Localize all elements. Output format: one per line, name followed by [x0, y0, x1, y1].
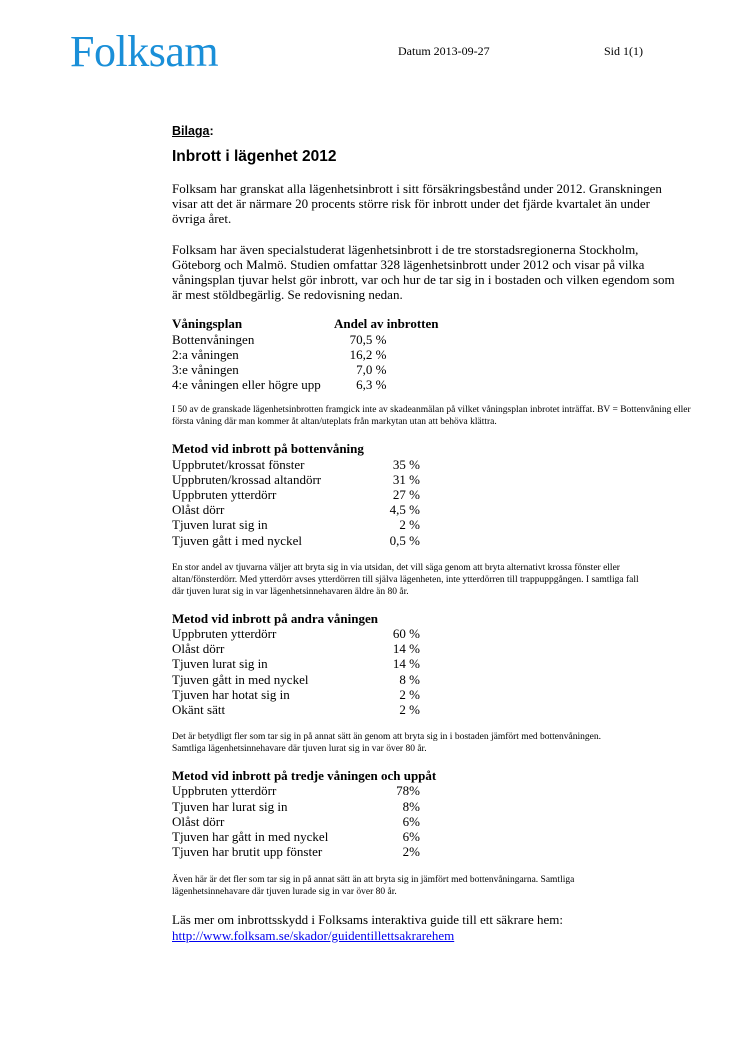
row-label: Tjuven lurat sig in: [172, 656, 268, 672]
row-label: Uppbruten ytterdörr: [172, 626, 277, 642]
row-value: 27 %: [392, 487, 420, 503]
floor-note: I 50 av de granskade lägenhetsinbrotten framgick inte av skadeanmälan på vilket våningsplan inbrotet inträffat. BV = Bottenvåning eller första våning där man kommer åt altan/uteplats från markytan utan att behöva klättra.: [172, 405, 691, 428]
table-row: [172, 472, 420, 487]
third-method-note: Även här är det fler som tar sig in på annat sätt än att bryta sig in jämfört med bottenvåningarna. Samtliga lägenhetsinnehavare där tjuven lurade sig in var över 80 år.: [172, 874, 575, 897]
row-value: 2 %: [399, 517, 420, 533]
document-body: [172, 124, 692, 945]
row-value: 14 %: [392, 656, 420, 672]
row-value: 7,0 %: [356, 362, 387, 378]
page-number: Sid 1(1): [604, 44, 643, 58]
table-row: [172, 517, 420, 532]
other-method-heading: Metod vid inbrott på andra våningen: [172, 610, 378, 626]
other-method-table: [172, 626, 420, 717]
third-method-table: [172, 783, 420, 859]
floor-table-header: [172, 316, 439, 331]
row-value: 70,5 %: [349, 331, 387, 347]
row-label: Olåst dörr: [172, 502, 225, 518]
intro-paragraph: Folksam har granskat alla lägenhetsinbrott i sitt försäkringsbestånd under 2012. Granskningen visar att det är närmare 20 procents större risk för inbrott under det fjärde kvartalet än under övriga året.: [172, 181, 662, 227]
row-label: Olåst dörr: [172, 813, 225, 829]
row-value: 2 %: [399, 702, 420, 718]
row-value: 2%: [402, 844, 420, 860]
row-label: Okänt sätt: [172, 702, 226, 718]
table-row: [172, 783, 420, 798]
row-value: 6%: [402, 813, 420, 829]
document-date: Datum 2013-09-27: [398, 44, 490, 58]
folksam-logo: Folksam: [70, 27, 219, 76]
row-label: Uppbruten/krossad altandörr: [172, 471, 322, 487]
document-title: Inbrott i lägenhet 2012: [172, 148, 337, 165]
table-row: [172, 844, 420, 859]
ground-method-heading: Metod vid inbrott på bottenvåning: [172, 441, 364, 457]
row-label: Tjuven har brutit upp fönster: [172, 844, 323, 860]
row-value: 4,5 %: [389, 502, 420, 518]
table-row: [172, 377, 439, 392]
table-row: [172, 799, 420, 814]
row-value: 78%: [396, 783, 420, 799]
table-row: [172, 672, 420, 687]
table-row: [172, 347, 439, 362]
row-value: 60 %: [392, 626, 420, 642]
row-value: 8 %: [399, 671, 420, 687]
row-label: Uppbrutet/krossat fönster: [172, 456, 305, 472]
row-label: Uppbruten ytterdörr: [172, 487, 277, 503]
row-value: 6,3 %: [356, 377, 387, 393]
floor-col-header: Våningsplan: [172, 316, 243, 332]
row-label: 3:e våningen: [172, 362, 239, 378]
table-row: [172, 362, 439, 377]
table-row: [172, 814, 420, 829]
footer-text: Läs mer om inbrottsskydd i Folksams interaktiva guide till ett säkrare hem:: [172, 911, 564, 927]
appendix-label-colon: :: [209, 124, 214, 138]
row-label: Tjuven gått i med nyckel: [172, 532, 302, 548]
guide-link[interactable]: http://www.folksam.se/skador/guidentillettsakrarehem: [172, 927, 455, 943]
table-row: [172, 702, 420, 717]
appendix-label: [172, 124, 692, 138]
row-label: Tjuven lurat sig in: [172, 517, 268, 533]
row-label: 4:e våningen eller högre upp: [172, 377, 321, 393]
row-label: Tjuven har hotat sig in: [172, 686, 290, 702]
table-row: [172, 332, 439, 347]
row-value: 8%: [402, 798, 420, 814]
table-row: [172, 457, 420, 472]
row-value: 6%: [402, 829, 420, 845]
share-col-header: Andel av inbrotten: [334, 316, 439, 332]
row-label: Tjuven har gått in med nyckel: [172, 829, 329, 845]
table-row: [172, 502, 420, 517]
row-value: 2 %: [399, 686, 420, 702]
table-row: [172, 641, 420, 656]
table-row: [172, 829, 420, 844]
table-row: [172, 626, 420, 641]
ground-method-note: En stor andel av tjuvarna väljer att bryta sig in via utsidan, det vill säga genom att bryta alternativt krossa fönster eller altan/fönsterdörr. Med ytterdörr avses ytterdörren till själva lägenheten, inte ytterdörren till trappuppgången. I samtliga fall där tjuven lurat sig in var lägenhetsinnehavaren äldre än 80 år.: [172, 562, 639, 597]
appendix-label-text: Bilaga: [172, 124, 210, 138]
row-label: Olåst dörr: [172, 641, 225, 657]
row-value: 14 %: [392, 641, 420, 657]
table-row: [172, 656, 420, 671]
study-paragraph: Folksam har även specialstuderat lägenhetsinbrott i de tre storstadsregionerna Stockholm, Göteborg och Malmö. Studien omfattar 328 lägenhetsinbrott under 2012 och visar på vilka våningsplan tjuvar helst gör inbrott, var och hur de tar sig in i bostaden och vilken egendom som är mest stöldbegärlig. Se redovisning nedan.: [172, 241, 675, 303]
row-label: Tjuven gått in med nyckel: [172, 671, 309, 687]
floor-table: [172, 316, 439, 392]
row-value: 35 %: [392, 456, 420, 472]
row-label: 2:a våningen: [172, 346, 239, 362]
table-row: [172, 487, 420, 502]
other-method-note: Det är betydligt fler som tar sig in på annat sätt än genom att bryta sig in i bostaden jämfört med bottenvåningen. Samtliga lägenhetsinnehavare där tjuven lurat sig in var över 80 år.: [172, 732, 601, 755]
row-value: 0,5 %: [389, 532, 420, 548]
row-value: 16,2 %: [349, 346, 387, 362]
third-method-heading: Metod vid inbrott på tredje våningen och uppåt: [172, 768, 437, 784]
row-value: 31 %: [392, 471, 420, 487]
table-row: [172, 687, 420, 702]
ground-method-table: [172, 457, 420, 548]
row-label: Bottenvåningen: [172, 331, 255, 347]
row-label: Uppbruten ytterdörr: [172, 783, 277, 799]
table-row: [172, 533, 420, 548]
row-label: Tjuven har lurat sig in: [172, 798, 288, 814]
